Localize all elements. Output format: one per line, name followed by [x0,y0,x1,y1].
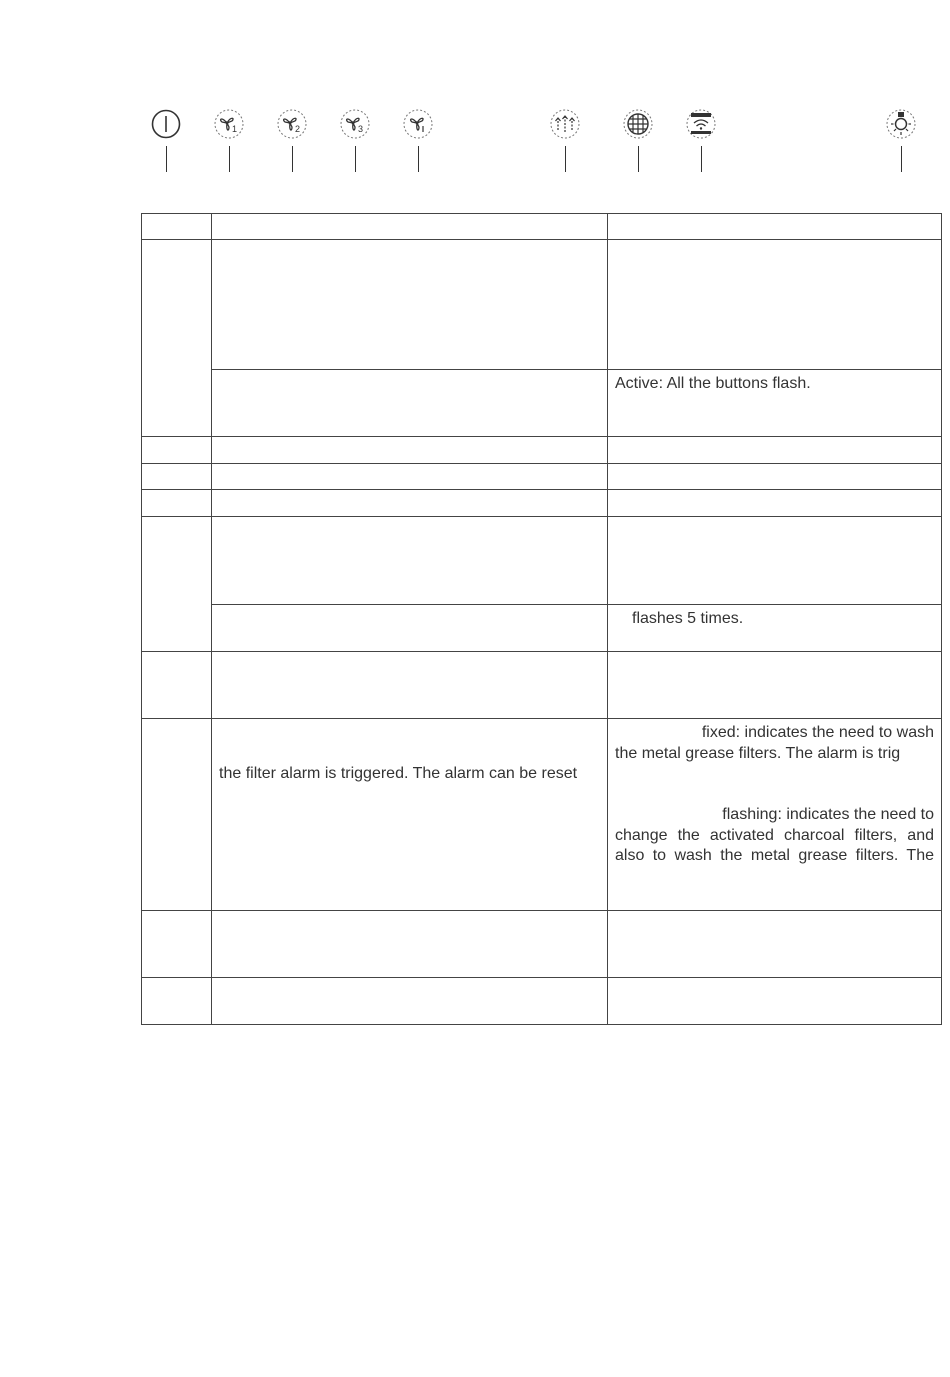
filter-alarm-text: the filter alarm is triggered. The alarm can be reset [219,765,578,782]
table-cell-function [608,240,942,370]
button-flash-text: Active: All the buttons flash. [615,375,811,392]
filter-fixed-text: fixed: indicates the need to wash [701,724,934,741]
filter-flashing-text-cont: also to wash the metal grease filters. The [615,847,934,864]
flash-count-text: flashes 5 times. [632,610,744,627]
filter-flashing-text: flashing: indicates the need to [722,806,934,823]
table-cell-description [212,605,608,652]
table-row [142,978,942,1025]
leader-line [229,146,230,172]
power-icon[interactable] [150,108,182,140]
table-cell-number [142,978,212,1025]
leader-line [901,146,902,172]
table-cell-number [142,719,212,911]
table-row [142,490,942,517]
table-cell-function [608,605,942,652]
table-cell-description [212,464,608,490]
table-cell-description [212,911,608,978]
leader-line [638,146,639,172]
wireless-connection-icon[interactable] [685,108,717,140]
table-cell-number [142,437,212,464]
table-cell-number [142,240,212,437]
table-cell-number [142,911,212,978]
table-cell-function [608,652,942,719]
leader-line [355,146,356,172]
table-row [142,370,942,437]
table-cell-function [608,911,942,978]
table-cell-number [142,517,212,652]
table-cell-description [212,978,608,1025]
table-row [142,437,942,464]
table-cell-description [212,719,608,911]
svg-text:1: 1 [232,124,238,134]
auto-extraction-icon[interactable] [549,108,581,140]
header-cell-number [142,214,212,240]
fan-speed-2-icon[interactable] [276,108,308,140]
table-row [142,911,942,978]
table-row [142,652,942,719]
table-cell-number [142,464,212,490]
fan-speed-3-icon[interactable] [339,108,371,140]
header-cell-description [212,214,608,240]
table-cell-function [608,437,942,464]
table-cell-number [142,490,212,517]
leader-line [418,146,419,172]
table-cell-number [142,652,212,719]
fan-speed-1-icon[interactable] [213,108,245,140]
header-cell-function [608,214,942,240]
leader-line [166,146,167,172]
table-row [142,464,942,490]
table-cell-description [212,370,608,437]
filter-grease-icon[interactable] [622,108,654,140]
table-row [142,240,942,370]
filter-fixed-text-cont: the metal grease filters. The alarm is trig [615,744,901,762]
table-cell-description [212,652,608,719]
filter-flashing-text-cont: change the activated charcoal filters, and [615,826,934,844]
table-cell-description [212,437,608,464]
table-cell-description [212,517,608,605]
table-row [142,517,942,605]
table-cell-description [212,490,608,517]
fan-intensive-icon[interactable] [402,108,434,140]
leader-line [565,146,566,172]
light-icon[interactable] [885,108,917,140]
table-header-row [142,214,942,240]
table-cell-function [608,370,942,437]
leader-line [701,146,702,172]
table-row [142,719,942,911]
table-row [142,605,942,652]
table-cell-function [608,517,942,605]
svg-text:3: 3 [358,124,364,134]
table-cell-function [608,719,942,911]
controls-table [141,213,942,1025]
table-cell-description [212,240,608,370]
table-cell-function [608,978,942,1025]
table-cell-function [608,490,942,517]
svg-text:2: 2 [295,124,301,134]
leader-line [292,146,293,172]
table-cell-function [608,464,942,490]
